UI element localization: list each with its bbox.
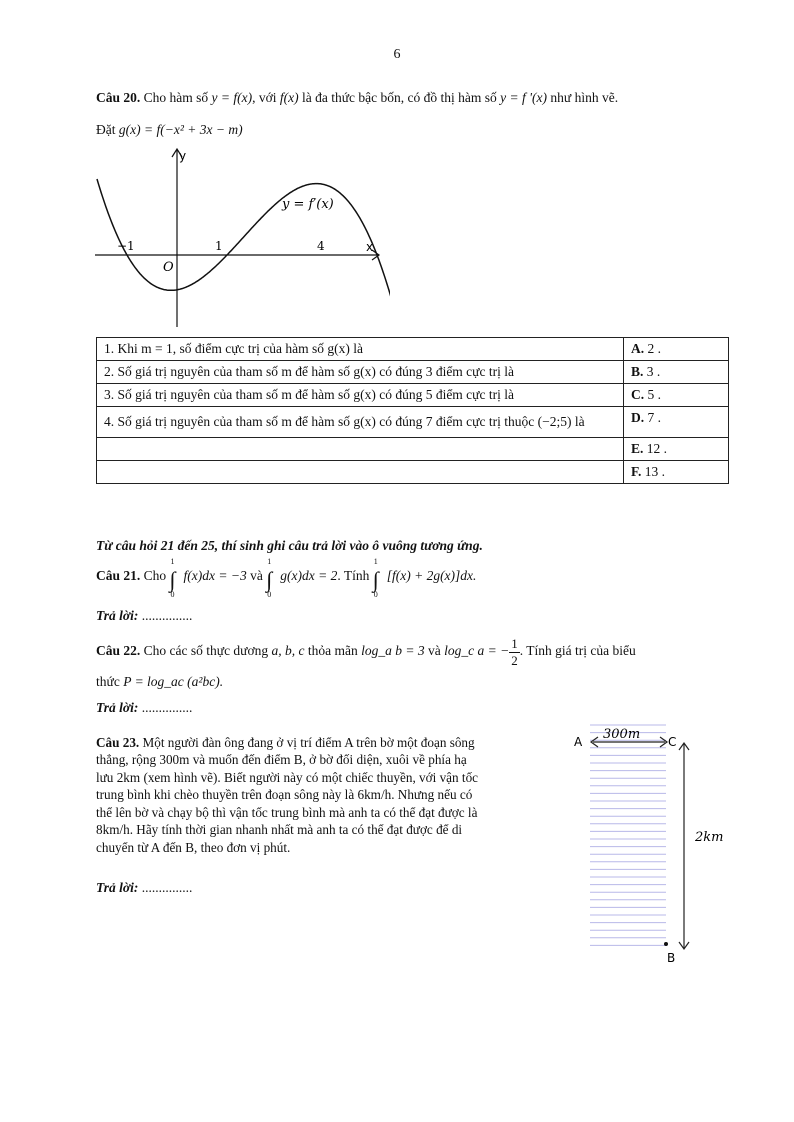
q20-definition bbox=[96, 122, 728, 139]
q21-part2: g(x)dx = 2 bbox=[280, 568, 338, 583]
answer-option-cell: E. 12 . bbox=[624, 438, 729, 461]
answer-option-cell: C. 5 . bbox=[624, 384, 729, 407]
river-water bbox=[590, 725, 666, 945]
curve-label: y = f′(x) bbox=[282, 197, 334, 212]
q22-label: Câu 22. bbox=[96, 643, 141, 659]
question-cell: 4. Số giá trị nguyên của tham số m để hàm số g(x) có đúng 7 điểm cực trị thuộc (−2;5) là bbox=[97, 407, 624, 438]
q23-line: thẳng, rộng 300m và muốn đến điểm B, ở bờ đối diện, xuôi về phía hạ bbox=[96, 752, 467, 768]
q23-line: trung bình khi chèo thuyền trên đoạn sông này là 6km/h. Nhưng nếu có bbox=[96, 787, 473, 803]
q20-text1: Cho hàm số bbox=[143, 90, 209, 105]
point-b-dot bbox=[664, 942, 668, 946]
q22-cond1: log_a b = 3 bbox=[361, 643, 425, 659]
q20-set-text: Đặt bbox=[96, 122, 116, 137]
integral-sign: ∫ 1 0 bbox=[266, 557, 273, 599]
q23-line: thể lên bờ và chạy bộ thì vận tốc trung bình mà anh ta có thể đạt được là bbox=[96, 804, 478, 820]
q22-text1: Cho các số thực dương bbox=[143, 643, 269, 659]
question-23 bbox=[96, 734, 561, 856]
answer-dots: ............... bbox=[141, 880, 193, 895]
q22-expr: P = log_ac (a²bc). bbox=[123, 674, 224, 689]
question-20 bbox=[96, 90, 728, 107]
question-21 bbox=[96, 557, 728, 599]
integral-sign: ∫ 1 0 bbox=[169, 557, 176, 599]
fraction: $\frac{1}{2}$ bbox=[511, 636, 518, 668]
q21-part3: [f(x) + 2g(x)]dx. bbox=[386, 568, 477, 583]
q20-fx: f(x) bbox=[279, 90, 299, 105]
q23-line: 8km/h. Hãy tính thời gian nhanh nhất mà anh ta có thể đạt được để di bbox=[96, 822, 463, 838]
q20-label: Câu 20. bbox=[96, 90, 141, 105]
integral-sign: ∫ 1 0 bbox=[372, 557, 379, 599]
instruction: Từ câu hỏi 21 đến 25, thí sinh ghi câu trả lời vào ô vuông tương ứng. bbox=[96, 538, 483, 553]
table-row bbox=[97, 407, 729, 438]
q22-vars: a, b, c bbox=[271, 643, 305, 659]
y-axis-label: y bbox=[179, 149, 187, 163]
point-b-label: B bbox=[667, 951, 676, 965]
point-a-label: A bbox=[574, 735, 583, 749]
q20-eq1: y = f(x) bbox=[211, 90, 253, 105]
question-cell bbox=[97, 438, 624, 461]
q22-text4: . Tính giá trị của biểu bbox=[519, 643, 636, 659]
table-row bbox=[97, 338, 729, 361]
question-cell: 3. Số giá trị nguyên của tham số m để hàm số g(x) có đúng 5 điểm cực trị là bbox=[97, 384, 624, 407]
page-number: 6 bbox=[393, 47, 401, 62]
origin-label: O bbox=[163, 260, 174, 275]
q23-line: Câu 23. Một người đàn ông đang ở vị trí điểm A trên bờ một đoạn sông bbox=[96, 735, 475, 750]
table-row bbox=[97, 438, 729, 461]
table-row bbox=[97, 384, 729, 407]
q21-label: Câu 21. bbox=[96, 568, 141, 583]
q22-line2 bbox=[96, 674, 728, 691]
q22-text2: thỏa mãn bbox=[307, 643, 358, 659]
question-cell bbox=[97, 461, 624, 484]
answer-label: Trả lời: bbox=[96, 608, 139, 623]
answer-label: Trả lời: bbox=[96, 880, 139, 895]
question-22 bbox=[96, 636, 728, 668]
answer-option-cell: A. 2 . bbox=[624, 338, 729, 361]
q20-eq2: y = f '(x) bbox=[500, 90, 548, 105]
q20-options-table bbox=[96, 337, 729, 484]
x-axis-label: x bbox=[366, 240, 374, 254]
q21-text3: . Tính bbox=[337, 568, 370, 583]
q22-cond2: log_c a = − bbox=[444, 643, 510, 659]
answer-option-cell: D. 7 . bbox=[624, 407, 729, 438]
q23-line: chuyển từ A đến B, theo đơn vị phút. bbox=[96, 839, 291, 855]
question-cell: 2. Số giá trị nguyên của tham số m để hàm số g(x) có đúng 3 điểm cực trị là bbox=[97, 361, 624, 384]
answer-dots: ............... bbox=[141, 608, 193, 623]
q21-text1: Cho bbox=[143, 568, 167, 583]
derivative-curve bbox=[97, 179, 390, 327]
length-label: 2km bbox=[695, 830, 724, 845]
answer-option-cell: F. 13 . bbox=[624, 461, 729, 484]
q20-text2: , với bbox=[252, 90, 277, 105]
width-label: 300m bbox=[603, 727, 641, 742]
answer-label: Trả lời: bbox=[96, 700, 139, 715]
q20-text4: như hình vẽ. bbox=[550, 90, 619, 105]
river-figure bbox=[565, 720, 745, 970]
question-cell: 1. Khi m = 1, số điểm cực trị của hàm số g(x) là bbox=[97, 338, 624, 361]
point-c-label: C bbox=[668, 735, 677, 749]
table-row bbox=[97, 361, 729, 384]
q21-text2: và bbox=[250, 568, 263, 583]
tick-neg1-label: −1 bbox=[117, 239, 135, 253]
answer-dots: ............... bbox=[141, 700, 193, 715]
q21-part1: f(x)dx = −3 bbox=[183, 568, 247, 583]
q20-text3: là đa thức bậc bốn, có đồ thị hàm số bbox=[302, 90, 497, 105]
q22-answer bbox=[96, 700, 728, 717]
tick-4-label: 4 bbox=[317, 239, 325, 253]
q22-text3: và bbox=[428, 643, 441, 659]
q23-label: Câu 23. bbox=[96, 735, 140, 750]
answer-option-cell: B. 3 . bbox=[624, 361, 729, 384]
derivative-graph bbox=[90, 145, 390, 330]
q21-answer bbox=[96, 608, 728, 625]
q22-text5: thức bbox=[96, 674, 120, 689]
q23-line: lưu 2km (xem hình vẽ). Biết người này có một chiếc thuyền, với vận tốc bbox=[96, 769, 479, 785]
table-row bbox=[97, 461, 729, 484]
q20-g-definition: g(x) = f(−x² + 3x − m) bbox=[118, 122, 243, 137]
tick-1-label: 1 bbox=[215, 239, 223, 253]
